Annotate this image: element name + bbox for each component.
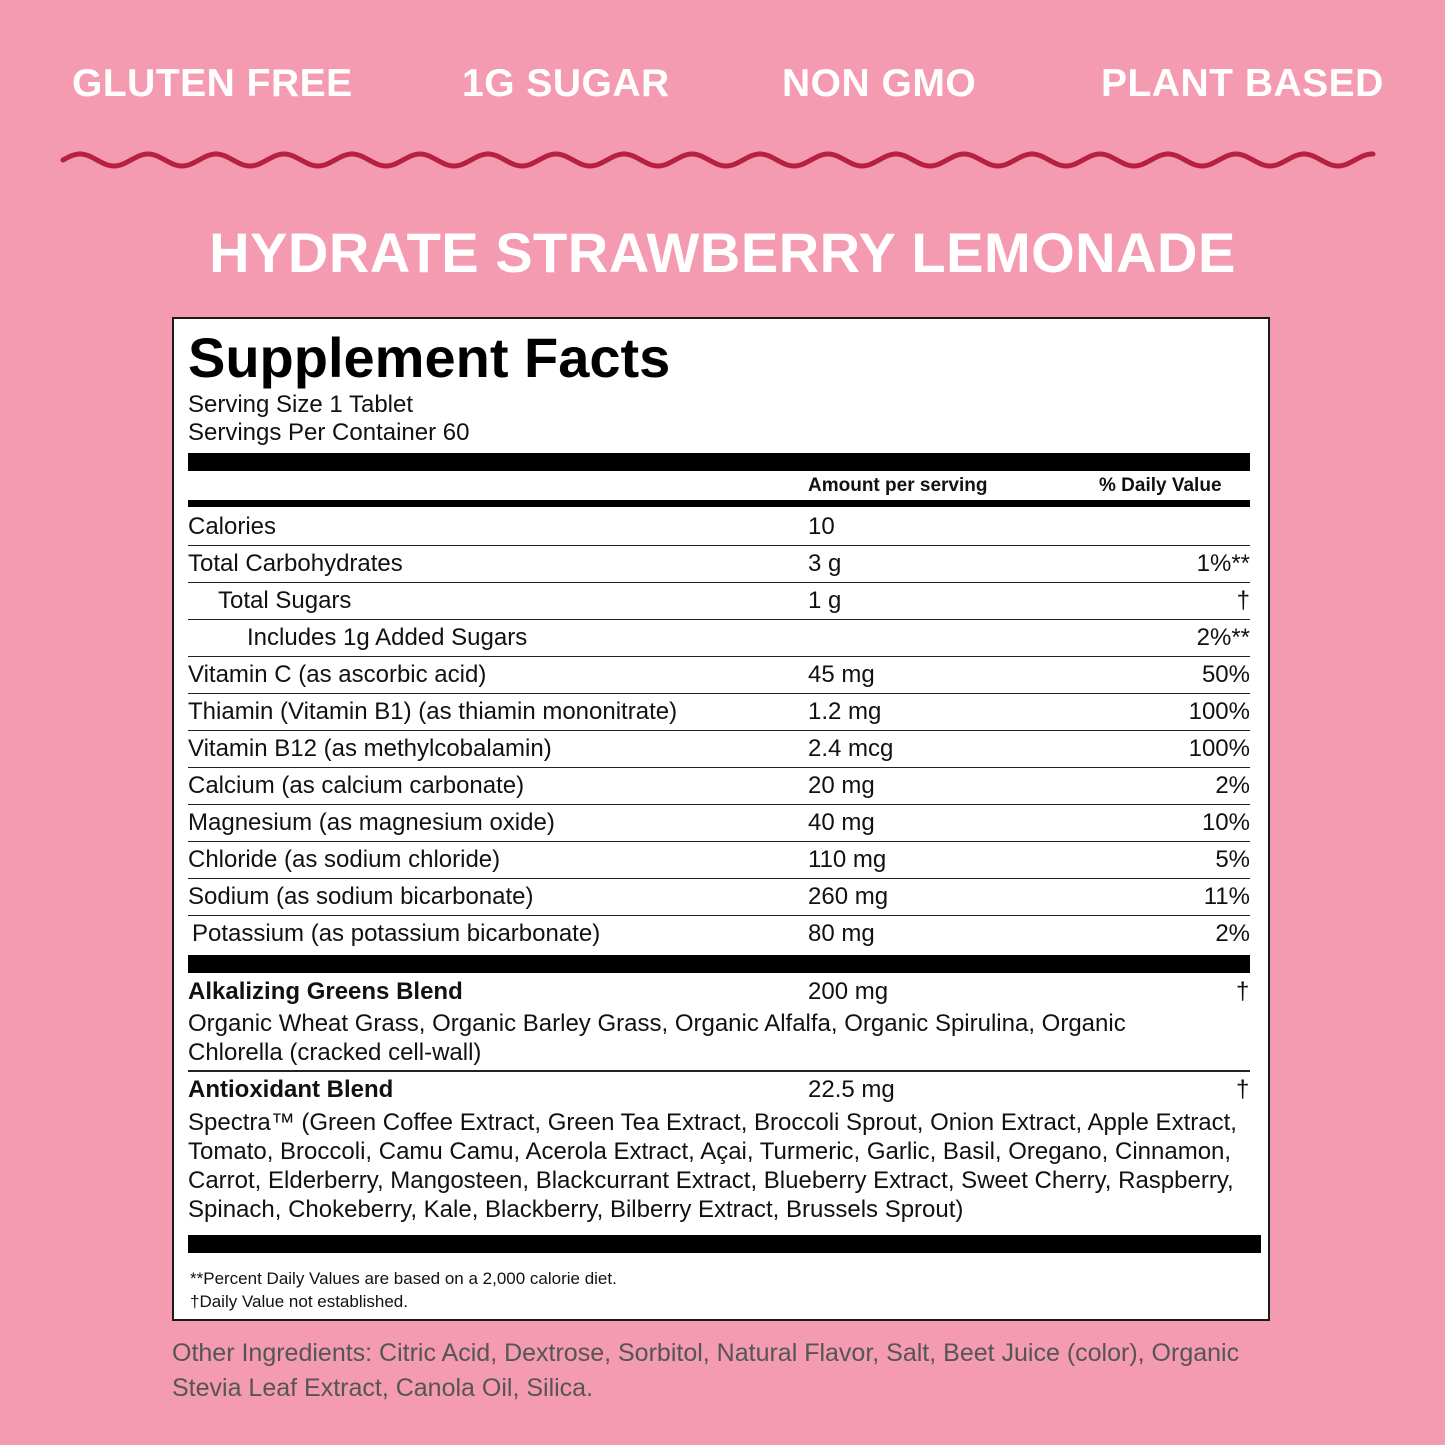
wave-divider — [60, 140, 1380, 180]
claim-gluten-free: GLUTEN FREE — [72, 62, 353, 105]
medium-rule — [188, 500, 1250, 507]
thin-rule — [188, 1070, 1250, 1072]
serving-size: Serving Size 1 Tablet — [188, 391, 414, 418]
blend-name: Antioxidant Blend — [188, 1076, 394, 1103]
nutrient-name: Magnesium (as magnesium oxide) — [188, 809, 555, 836]
nutrient-row — [188, 768, 1250, 805]
supplement-facts-title: Supplement Facts — [188, 326, 671, 389]
nutrient-row — [188, 657, 1250, 694]
nutrient-row — [188, 731, 1250, 768]
nutrient-amount: 40 mg — [808, 809, 875, 836]
nutrient-amount: 110 mg — [808, 846, 887, 873]
nutrient-name: Vitamin B12 (as methylcobalamin) — [188, 735, 552, 762]
nutrient-name: Thiamin (Vitamin B1) (as thiamin mononitrate) — [188, 698, 678, 725]
nutrient-row — [188, 620, 1250, 657]
nutrient-row — [188, 583, 1250, 620]
nutrient-amount: 80 mg — [808, 920, 875, 947]
header-amount: Amount per serving — [808, 475, 988, 496]
nutrient-dv: 2% — [1215, 772, 1250, 799]
thick-rule — [188, 955, 1250, 973]
nutrient-row — [188, 842, 1250, 879]
claims-bar — [0, 62, 1445, 122]
thick-rule — [188, 1235, 1261, 1253]
blend-amount: 200 mg — [808, 978, 889, 1005]
claim-non-gmo: NON GMO — [782, 62, 977, 105]
claim-1g-sugar: 1G SUGAR — [462, 62, 670, 105]
nutrient-dv: 2%** — [1196, 624, 1250, 651]
other-ingredients: Other Ingredients: Citric Acid, Dextrose, Sorbitol, Natural Flavor, Salt, Beet Juice (color), Organic Stevia Leaf Extract, Canola Oil, Silica. — [172, 1339, 1240, 1402]
nutrient-amount: 20 mg — [808, 772, 875, 799]
nutrient-amount: 1 g — [808, 587, 842, 614]
nutrient-dv: † — [1236, 587, 1250, 614]
nutrient-dv: 2% — [1215, 920, 1250, 947]
product-title: HYDRATE STRAWBERRY LEMONADE — [209, 221, 1236, 284]
nutrient-name: Sodium (as sodium bicarbonate) — [188, 883, 534, 910]
nutrient-amount: 45 mg — [808, 661, 875, 688]
nutrient-row — [188, 694, 1250, 731]
blend-dv: † — [1236, 978, 1250, 1005]
blend-ingredients: Spectra™ (Green Coffee Extract, Green Tea Extract, Broccoli Sprout, Onion Extract, Apple Extract, Tomato, Broccoli, Camu Camu, Acerola Extract, Açai, Turmeric, Garlic, Basil, Oregano, Cinnamon, Carrot, Elderberry, Mangosteen, Blackcurrant Extract, Blueberry Extract, Sweet Cherry, Raspberry, Spinach, Chokeberry, Kale, Blackberry, Bilberry Extract, Brussels Sprout) — [188, 1109, 1237, 1223]
nutrient-amount: 260 mg — [808, 883, 889, 910]
nutrient-dv: 11% — [1203, 883, 1250, 910]
header-daily-value: % Daily Value — [1099, 475, 1222, 496]
nutrient-name: Total Sugars — [218, 587, 352, 614]
nutrient-row — [188, 879, 1250, 916]
nutrient-dv: 100% — [1188, 698, 1250, 725]
nutrient-row — [188, 546, 1250, 583]
blend-name: Alkalizing Greens Blend — [188, 978, 463, 1005]
nutrient-dv: 5% — [1215, 846, 1250, 873]
servings-per-container: Servings Per Container 60 — [188, 419, 470, 446]
nutrient-name: Calcium (as calcium carbonate) — [188, 772, 525, 799]
supplement-facts-panel — [172, 317, 1270, 1321]
nutrient-name: Calories — [188, 513, 277, 540]
blend-amount: 22.5 mg — [808, 1076, 895, 1103]
blend-dv: † — [1236, 1076, 1250, 1103]
nutrient-row — [188, 509, 1250, 546]
nutrient-name: Chloride (as sodium chloride) — [188, 846, 501, 873]
nutrient-name: Potassium (as potassium bicarbonate) — [192, 920, 601, 947]
nutrient-name: Vitamin C (as ascorbic acid) — [188, 661, 487, 688]
nutrient-dv: 10% — [1201, 809, 1250, 836]
nutrient-dv: 1%** — [1196, 550, 1250, 577]
nutrient-name: Includes 1g Added Sugars — [247, 624, 528, 651]
nutrient-name: Total Carbohydrates — [188, 550, 403, 577]
nutrient-amount: 10 — [808, 513, 835, 540]
nutrient-amount: 2.4 mcg — [808, 735, 894, 762]
claim-plant-based: PLANT BASED — [1101, 62, 1384, 105]
footnote-dagger: †Daily Value not established. — [190, 1292, 408, 1311]
footnote-daily-value: **Percent Daily Values are based on a 2,000 calorie diet. — [190, 1269, 617, 1288]
nutrient-row — [188, 916, 1250, 953]
thick-rule — [188, 453, 1250, 471]
nutrient-dv: 100% — [1188, 735, 1250, 762]
nutrient-amount: 1.2 mg — [808, 698, 882, 725]
blend-ingredients: Organic Wheat Grass, Organic Barley Grass, Organic Alfalfa, Organic Spirulina, Organic Chlorella (cracked cell-wall) — [188, 1010, 1126, 1066]
nutrient-amount: 3 g — [808, 550, 842, 577]
nutrient-row — [188, 805, 1250, 842]
nutrient-dv: 50% — [1201, 661, 1250, 688]
